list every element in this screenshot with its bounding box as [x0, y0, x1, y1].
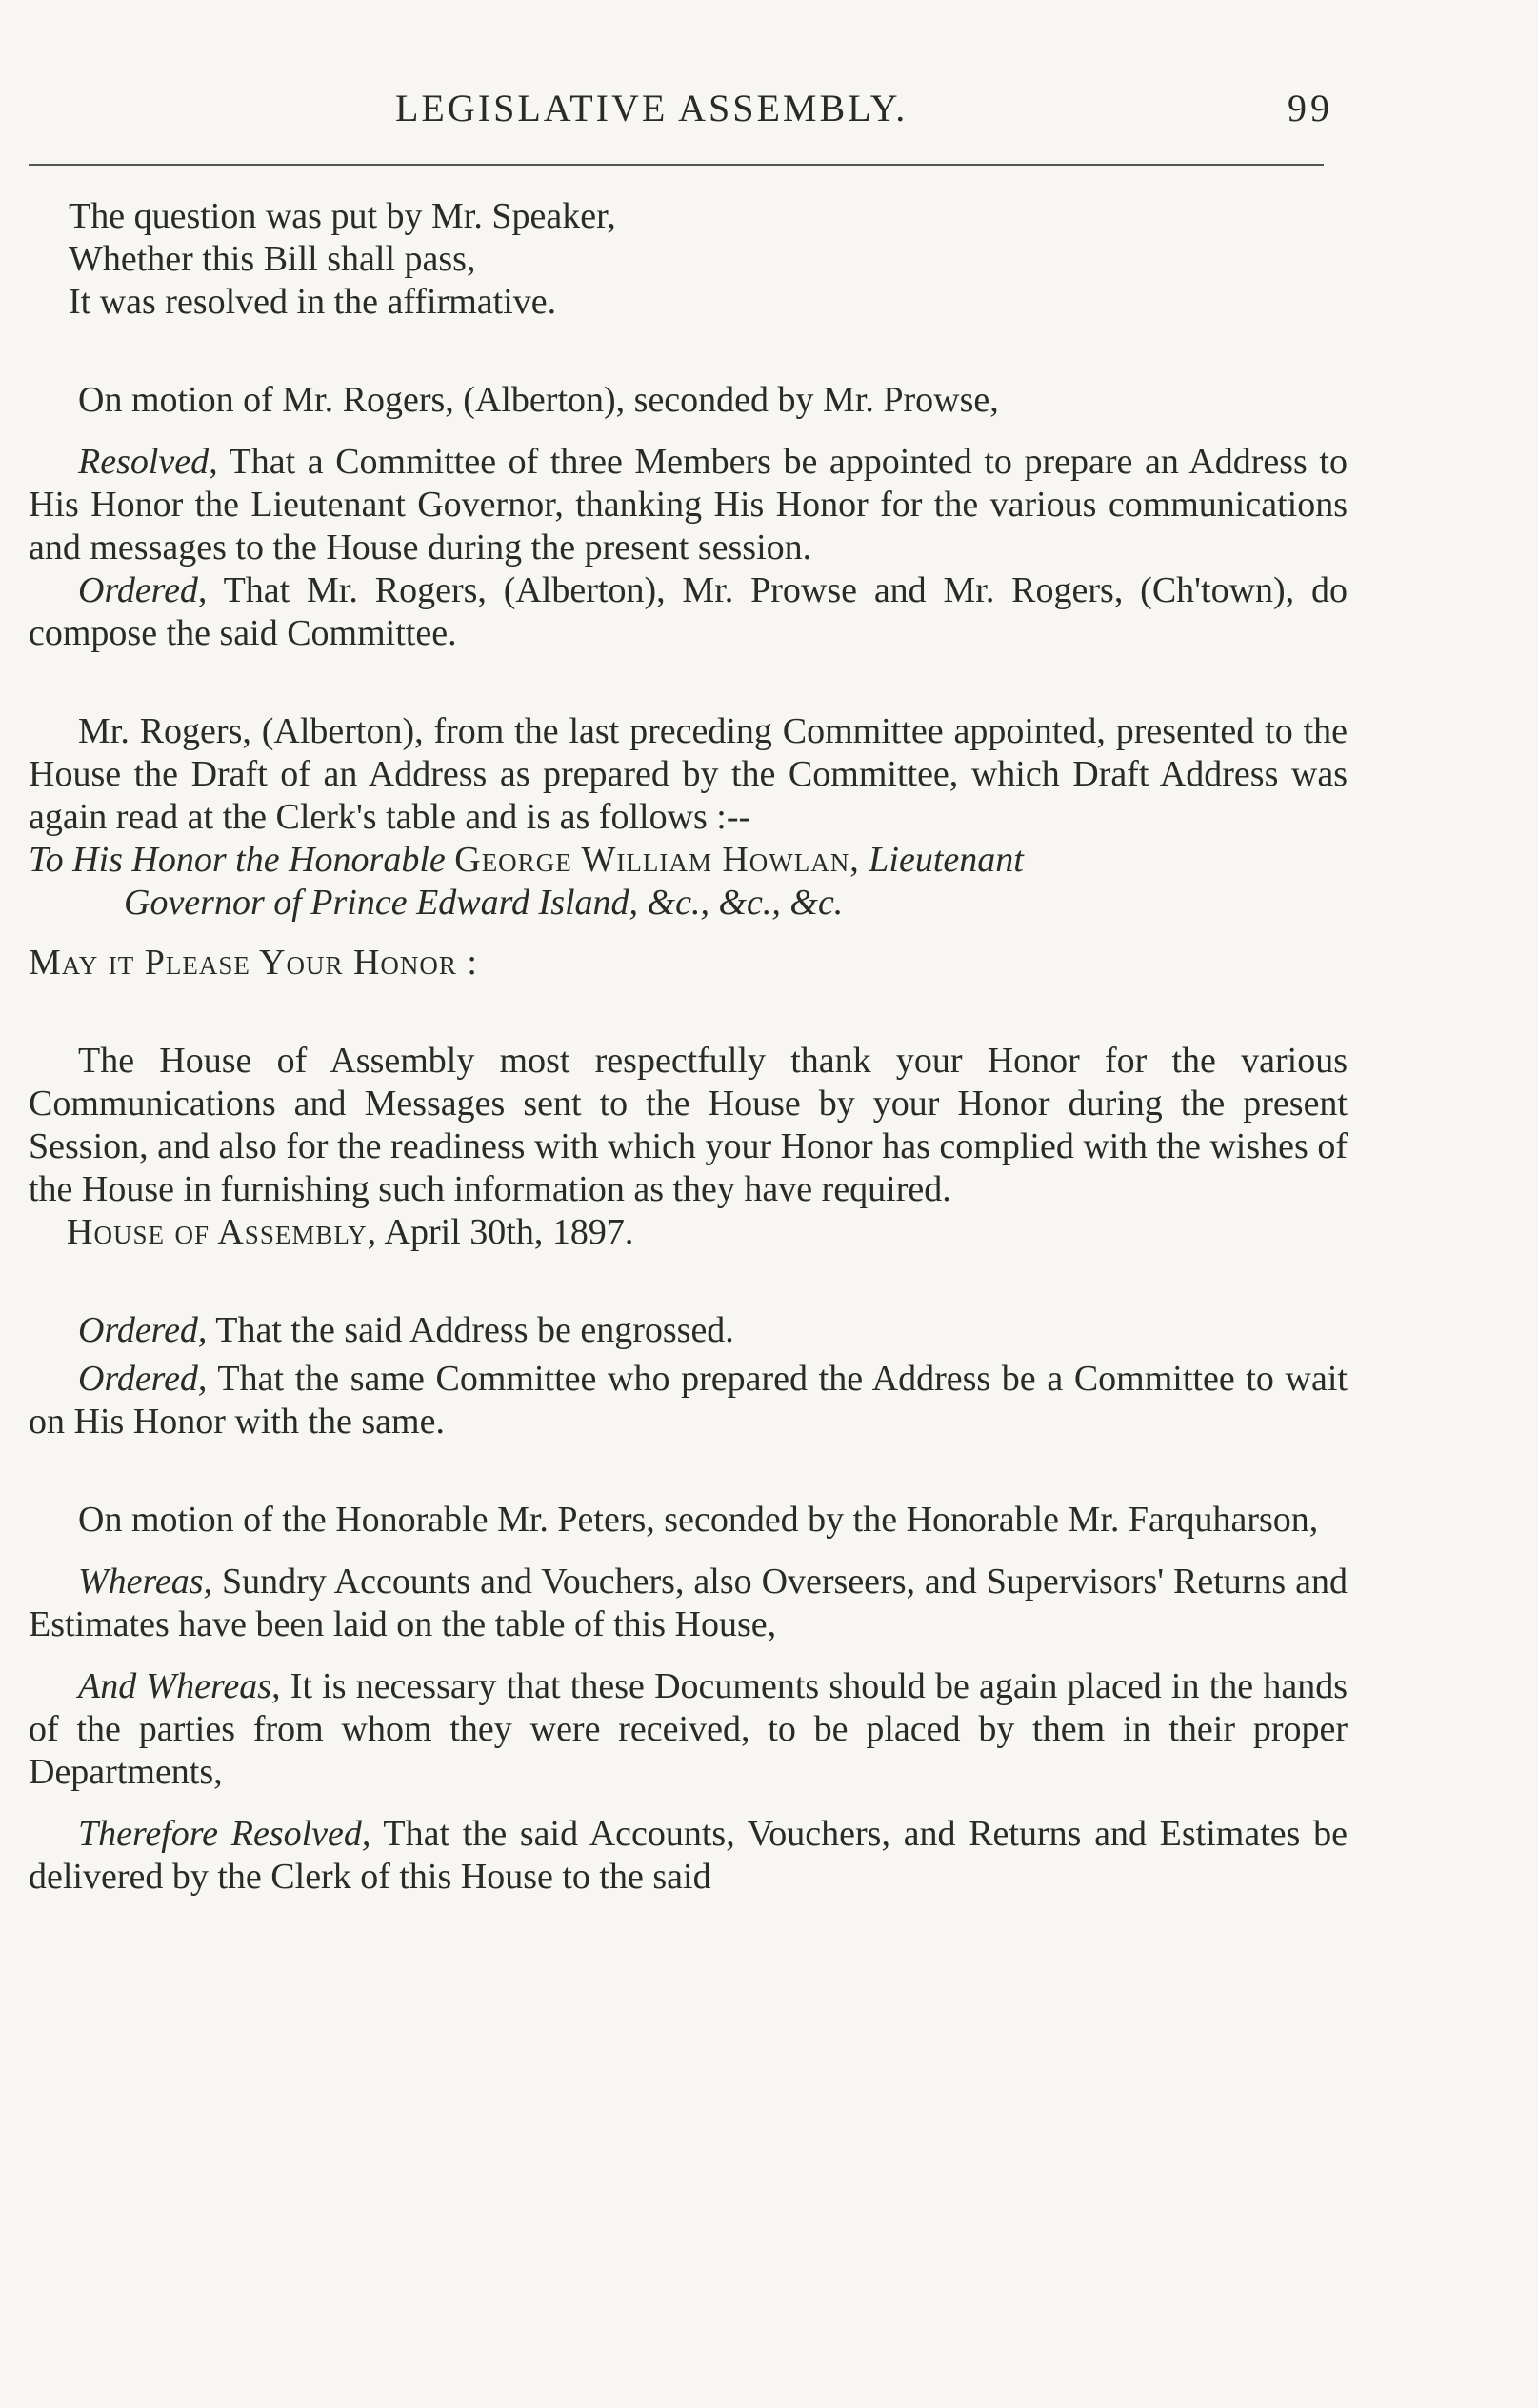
ordered-paragraph — [29, 1358, 1348, 1443]
date-line — [29, 1211, 1348, 1254]
whereas-paragraph — [29, 1665, 1348, 1794]
therefore-paragraph — [29, 1813, 1348, 1899]
question-block — [29, 195, 1348, 324]
ordered-label: Ordered, — [78, 570, 208, 610]
address-name: George William Howlan, — [454, 840, 860, 880]
therefore-text: That the said Accounts, Vouchers, and Returns and Estimates be delivered by the Clerk of this House to the said — [29, 1814, 1348, 1897]
whereas-label: And Whereas, — [78, 1666, 281, 1706]
header-rule — [29, 164, 1324, 166]
ordered-paragraph — [29, 569, 1348, 655]
therefore-label: Therefore Resolved, — [78, 1814, 371, 1854]
question-line: The question was put by Mr. Speaker, — [69, 196, 616, 236]
running-head: LEGISLATIVE ASSEMBLY. — [395, 87, 909, 129]
question-line: Whether this Bill shall pass, — [69, 239, 476, 279]
whereas-text: It is necessary that these Documents should be again placed in the hands of the parties from whom they were received, to be placed by them in their proper Departments, — [29, 1666, 1348, 1792]
ordered-text: That the said Address be engrossed. — [215, 1310, 734, 1350]
address-title-continued: Governor of Prince Edward Island, &c., &c., &c. — [124, 883, 844, 923]
ordered-text: That the same Committee who prepared the Address be a Committee to wait on His Honor with the same. — [29, 1359, 1348, 1442]
whereas-text: Sundry Accounts and Vouchers, also Overseers, and Supervisors' Returns and Estimates have been laid on the table of this House, — [29, 1562, 1348, 1644]
ordered-label: Ordered, — [78, 1359, 208, 1399]
whereas-label: Whereas, — [78, 1562, 213, 1602]
page-number: 99 — [1288, 87, 1333, 129]
ordered-paragraph — [29, 1309, 1348, 1352]
document-body — [29, 195, 1348, 1899]
resolved-paragraph — [29, 441, 1348, 569]
address-body: The House of Assembly most respectfully thank your Honor for the various Communications and Messages sent to the House by your Honor during the present Session, and also for the readiness with which your Honor has complied with the wishes of the House in furnishing such information as they have required. — [29, 1041, 1348, 1209]
page-header — [29, 86, 1333, 143]
ordered-text: That Mr. Rogers, (Alberton), Mr. Prowse and Mr. Rogers, (Ch'town), do compose the said Committee. — [29, 570, 1348, 653]
ordered-label: Ordered, — [78, 1310, 208, 1350]
whereas-paragraph — [29, 1561, 1348, 1646]
motion-paragraph: On motion of Mr. Rogers, (Alberton), seconded by Mr. Prowse, — [78, 380, 999, 420]
question-line: It was resolved in the affirmative. — [69, 282, 557, 322]
date-house: House of Assembly, — [67, 1212, 378, 1252]
resolved-label: Resolved, — [78, 442, 218, 482]
motion-paragraph: On motion of the Honorable Mr. Peters, seconded by the Honorable Mr. Farquharson, — [78, 1500, 1319, 1540]
salutation: May it Please Your Honor : — [29, 943, 478, 983]
report-paragraph: Mr. Rogers, (Alberton), from the last preceding Committee appointed, presented to the House the Draft of an Address as prepared by the Committee, which Draft Address was again read at the Clerk's table and is as follows :-- — [29, 711, 1348, 837]
date-text: April 30th, 1897. — [384, 1212, 634, 1252]
address-title: Lieutenant — [869, 840, 1024, 880]
address-heading — [29, 839, 1348, 882]
resolved-text: That a Committee of three Members be appointed to prepare an Address to His Honor the Lieutenant Governor, thanking His Honor for the various communications and messages to the House during the present session. — [29, 442, 1348, 567]
address-to: To His Honor the Honorable — [29, 840, 446, 880]
